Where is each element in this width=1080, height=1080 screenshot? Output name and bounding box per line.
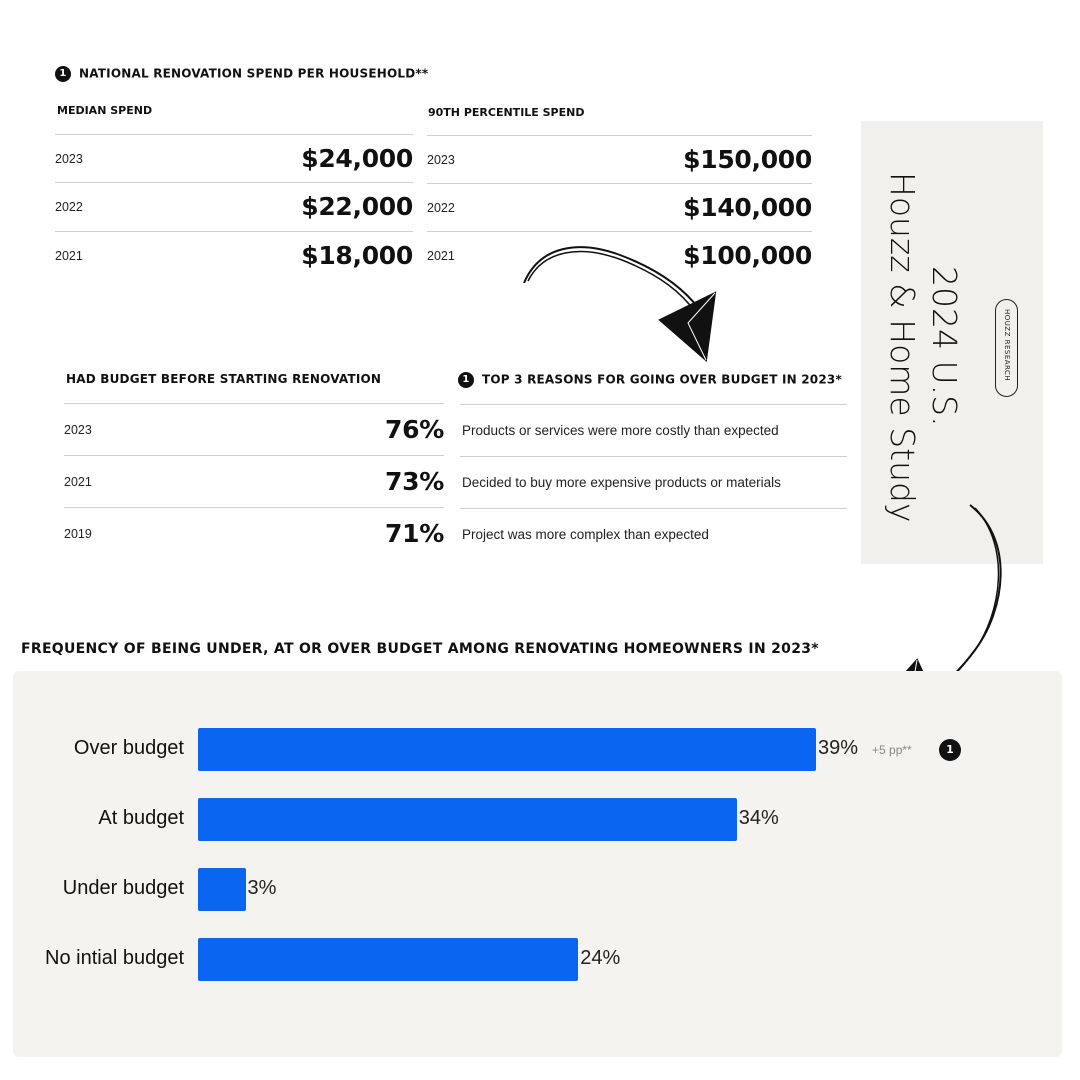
study-title-line1: 2024 U.S. (925, 266, 964, 427)
row-year: 2021 (427, 248, 455, 263)
row-value: $140,000 (683, 193, 812, 222)
p90-spend-header: 90TH PERCENTILE SPEND (428, 106, 585, 119)
bar-category-label: No intial budget (45, 947, 184, 969)
row-year: 2022 (55, 199, 83, 214)
bar (198, 798, 737, 841)
reason-text: Products or services were more costly than expected (462, 423, 779, 438)
bar (198, 938, 578, 981)
bar-category-label: At budget (98, 807, 184, 829)
bar-value-label: 24% (580, 947, 621, 969)
study-title-line2: Houzz & Home Study (883, 172, 922, 523)
footnote-badge: 1 (458, 372, 474, 388)
tag-text: HOUZZ RESEARCH (1003, 309, 1011, 382)
bar (198, 868, 246, 911)
footnote-badge: 1 (55, 66, 71, 82)
row-year: 2019 (64, 526, 92, 541)
row-year: 2022 (427, 200, 455, 215)
row-value: $18,000 (301, 241, 413, 270)
had-budget-header: HAD BUDGET BEFORE STARTING RENOVATION (66, 372, 382, 386)
change-annotation: +5 pp** (872, 743, 912, 757)
bar-value-label: 39% (818, 737, 859, 759)
bar-value-label: 34% (738, 807, 779, 829)
row-year: 2023 (55, 151, 83, 166)
national-spend-title-text: NATIONAL RENOVATION SPEND PER HOUSEHOLD** (79, 66, 429, 81)
reasons-header-text: TOP 3 REASONS FOR GOING OVER BUDGET IN 2023* (482, 372, 842, 387)
row-value: 73% (385, 467, 444, 496)
reason-text: Project was more complex than expected (462, 527, 709, 542)
row-value: $24,000 (301, 144, 413, 173)
row-value: 76% (385, 415, 444, 444)
footnote-badge: 1 (939, 739, 961, 761)
bar-category-label: Under budget (62, 877, 184, 899)
row-value: 71% (385, 519, 444, 548)
row-year: 2021 (55, 248, 83, 263)
median-spend-header: MEDIAN SPEND (57, 104, 153, 117)
row-year: 2021 (64, 474, 92, 489)
row-value: $22,000 (301, 192, 413, 221)
row-year: 2023 (64, 422, 92, 437)
row-value: $150,000 (683, 145, 812, 174)
bar-category-label: Over budget (73, 737, 184, 759)
bar (198, 728, 816, 771)
reason-text: Decided to buy more expensive products or materials (462, 475, 781, 490)
chart-title: FREQUENCY OF BEING UNDER, AT OR OVER BUDGET AMONG RENOVATING HOMEOWNERS IN 2023* (21, 641, 819, 657)
row-year: 2023 (427, 152, 455, 167)
bar-value-label: 3% (247, 877, 277, 899)
row-value: $100,000 (683, 241, 812, 270)
